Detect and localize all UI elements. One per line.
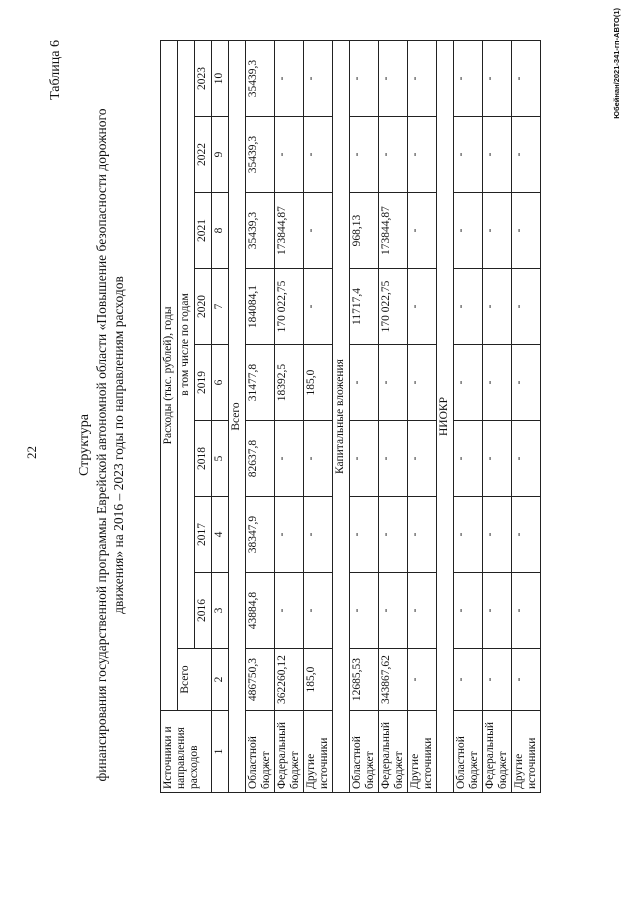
year-value-cell: - bbox=[379, 497, 408, 573]
total-cell: 486750,3 bbox=[246, 649, 275, 711]
header-year: 2022 bbox=[195, 117, 212, 193]
page-number: 22 bbox=[24, 446, 39, 459]
year-value-cell: - bbox=[512, 269, 541, 345]
year-value-cell: 170 022,75 bbox=[275, 269, 304, 345]
year-value-cell: - bbox=[350, 117, 379, 193]
source-cell: Областной бюджет bbox=[350, 711, 379, 793]
year-value-cell: 35439,3 bbox=[246, 117, 275, 193]
year-value-cell: - bbox=[304, 193, 333, 269]
year-value-cell: - bbox=[304, 497, 333, 573]
year-value-cell: 11717,4 bbox=[350, 269, 379, 345]
header-year: 2020 bbox=[195, 269, 212, 345]
total-cell: - bbox=[408, 649, 437, 711]
total-cell: 185,0 bbox=[304, 649, 333, 711]
year-value-cell: 173844,87 bbox=[379, 193, 408, 269]
year-value-cell: - bbox=[512, 117, 541, 193]
table-label: Таблица 6 bbox=[48, 40, 63, 100]
header-year: 2016 bbox=[195, 573, 212, 649]
year-value-cell: - bbox=[512, 573, 541, 649]
year-value-cell: - bbox=[275, 573, 304, 649]
total-cell: 362260,12 bbox=[275, 649, 304, 711]
header-year: 2017 bbox=[195, 497, 212, 573]
header-by-years: в том числе по годам bbox=[178, 41, 195, 649]
year-value-cell: - bbox=[350, 497, 379, 573]
year-value-cell: - bbox=[512, 421, 541, 497]
year-value-cell: - bbox=[483, 117, 512, 193]
column-number: 1 bbox=[212, 711, 229, 793]
year-value-cell: - bbox=[408, 573, 437, 649]
year-value-cell: 82637,8 bbox=[246, 421, 275, 497]
source-cell: Другие источники bbox=[512, 711, 541, 793]
column-number: 6 bbox=[212, 345, 229, 421]
total-cell: 343867,62 bbox=[379, 649, 408, 711]
year-value-cell: - bbox=[275, 117, 304, 193]
header-row-2 bbox=[178, 41, 195, 793]
year-value-cell: - bbox=[512, 41, 541, 117]
year-value-cell: - bbox=[379, 421, 408, 497]
source-cell: Областной бюджет bbox=[454, 711, 483, 793]
year-value-cell: - bbox=[408, 497, 437, 573]
year-value-cell: - bbox=[483, 345, 512, 421]
header-sources: Источники и направления расходов bbox=[161, 711, 212, 793]
section-title: Всего bbox=[229, 41, 246, 793]
year-value-cell: - bbox=[350, 573, 379, 649]
financing-table bbox=[160, 40, 541, 793]
column-number: 5 bbox=[212, 421, 229, 497]
year-value-cell: - bbox=[454, 41, 483, 117]
source-cell: Федеральный бюджет bbox=[483, 711, 512, 793]
year-value-cell: - bbox=[483, 41, 512, 117]
column-number: 8 bbox=[212, 193, 229, 269]
column-number: 10 bbox=[212, 41, 229, 117]
table-row bbox=[408, 41, 437, 793]
year-value-cell: - bbox=[408, 117, 437, 193]
year-value-cell: - bbox=[275, 41, 304, 117]
year-value-cell: - bbox=[408, 421, 437, 497]
year-value-cell: - bbox=[275, 421, 304, 497]
title-line-2: движения» на 2016 – 2023 годы по направлениям расходов bbox=[111, 276, 126, 614]
title-heading: Структура bbox=[77, 413, 92, 477]
section-title: НИОКР bbox=[437, 41, 454, 793]
year-value-cell: 38347,9 bbox=[246, 497, 275, 573]
year-value-cell: - bbox=[483, 497, 512, 573]
year-value-cell: 185,0 bbox=[304, 345, 333, 421]
year-value-cell: - bbox=[379, 573, 408, 649]
total-cell: - bbox=[454, 649, 483, 711]
header-year: 2021 bbox=[195, 193, 212, 269]
year-value-cell: - bbox=[408, 345, 437, 421]
year-value-cell: 31477,8 bbox=[246, 345, 275, 421]
year-value-cell: 35439,3 bbox=[246, 41, 275, 117]
header-year: 2023 bbox=[195, 41, 212, 117]
table-row bbox=[512, 41, 541, 793]
year-value-cell: - bbox=[408, 193, 437, 269]
year-value-cell: 184084,1 bbox=[246, 269, 275, 345]
section-title: Капитальные вложения bbox=[333, 41, 350, 793]
table-row bbox=[304, 41, 333, 793]
year-value-cell: - bbox=[350, 421, 379, 497]
year-value-cell: - bbox=[454, 421, 483, 497]
table-row bbox=[454, 41, 483, 793]
year-value-cell: - bbox=[512, 497, 541, 573]
year-value-cell: 170 022,75 bbox=[379, 269, 408, 345]
table-row bbox=[246, 41, 275, 793]
header-total: Всего bbox=[178, 649, 212, 711]
column-number: 9 bbox=[212, 117, 229, 193]
year-value-cell: - bbox=[304, 269, 333, 345]
title-line-1: финансирования государственной программы Еврейской автономной области «Повышение безопасности дорожного bbox=[94, 108, 109, 782]
header-year: 2019 bbox=[195, 345, 212, 421]
year-value-cell: - bbox=[454, 345, 483, 421]
year-value-cell: - bbox=[304, 573, 333, 649]
total-cell: - bbox=[483, 649, 512, 711]
source-cell: Федеральный бюджет bbox=[379, 711, 408, 793]
year-value-cell: - bbox=[454, 117, 483, 193]
year-value-cell: - bbox=[408, 269, 437, 345]
table-row bbox=[350, 41, 379, 793]
header-year: 2018 bbox=[195, 421, 212, 497]
section-header-row bbox=[333, 41, 350, 793]
year-value-cell: - bbox=[512, 193, 541, 269]
year-value-cell: - bbox=[483, 269, 512, 345]
column-number: 2 bbox=[212, 649, 229, 711]
year-value-cell: 173844,87 bbox=[275, 193, 304, 269]
total-cell: - bbox=[512, 649, 541, 711]
year-value-cell: - bbox=[379, 117, 408, 193]
table-row bbox=[379, 41, 408, 793]
section-header-row bbox=[229, 41, 246, 793]
year-value-cell: - bbox=[483, 573, 512, 649]
column-number: 4 bbox=[212, 497, 229, 573]
header-row-column-numbers bbox=[212, 41, 229, 793]
source-cell: Федеральный бюджет bbox=[275, 711, 304, 793]
source-cell: Областной бюджет bbox=[246, 711, 275, 793]
year-value-cell: - bbox=[512, 345, 541, 421]
column-number: 3 bbox=[212, 573, 229, 649]
table-body bbox=[229, 41, 541, 793]
year-value-cell: - bbox=[408, 41, 437, 117]
table-row bbox=[275, 41, 304, 793]
column-number: 7 bbox=[212, 269, 229, 345]
year-value-cell: - bbox=[379, 41, 408, 117]
header-row-1 bbox=[161, 41, 178, 793]
year-value-cell: - bbox=[304, 421, 333, 497]
document-title bbox=[76, 105, 127, 785]
header-expenses: Расходы (тыс. рублей), годы bbox=[161, 41, 178, 711]
year-value-cell: 18392,5 bbox=[275, 345, 304, 421]
source-cell: Другие источники bbox=[304, 711, 333, 793]
year-value-cell: - bbox=[454, 269, 483, 345]
year-value-cell: - bbox=[454, 193, 483, 269]
year-value-cell: - bbox=[454, 497, 483, 573]
year-value-cell: - bbox=[304, 117, 333, 193]
year-value-cell: 43884,8 bbox=[246, 573, 275, 649]
year-value-cell: - bbox=[275, 497, 304, 573]
year-value-cell: - bbox=[350, 345, 379, 421]
year-value-cell: - bbox=[483, 193, 512, 269]
total-cell: 12685,53 bbox=[350, 649, 379, 711]
table-row bbox=[483, 41, 512, 793]
footer-document-code: Юбейнан/2021-341-гп-АВТО(1) bbox=[612, 8, 621, 119]
section-header-row bbox=[437, 41, 454, 793]
year-value-cell: 968,13 bbox=[350, 193, 379, 269]
source-cell: Другие источники bbox=[408, 711, 437, 793]
year-value-cell: 35439,3 bbox=[246, 193, 275, 269]
year-value-cell: - bbox=[454, 573, 483, 649]
year-value-cell: - bbox=[304, 41, 333, 117]
year-value-cell: - bbox=[350, 41, 379, 117]
year-value-cell: - bbox=[379, 345, 408, 421]
year-value-cell: - bbox=[483, 421, 512, 497]
